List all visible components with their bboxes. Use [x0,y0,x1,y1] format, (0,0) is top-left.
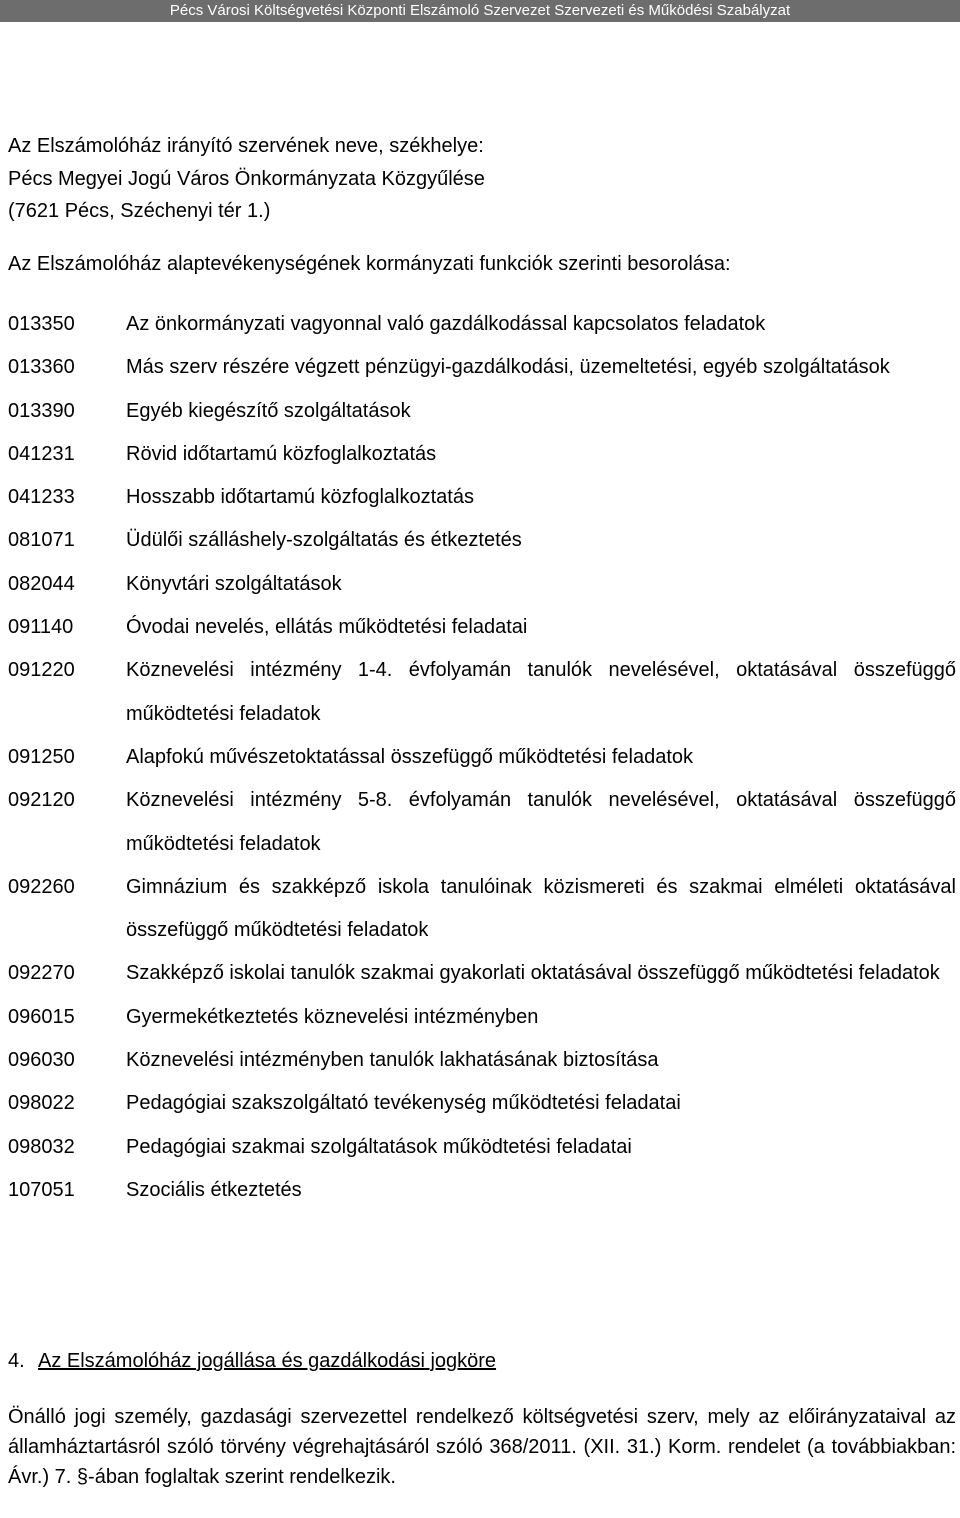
function-label: Alapfokú művészetoktatással összefüggő működtetési feladatok [126,745,693,768]
function-code: 041233 [8,486,75,509]
list-item [8,736,956,779]
list-item [8,606,956,649]
function-code: 091250 [8,745,75,768]
function-label: Szakképző iskolai tanulók szakmai gyakorlati oktatásával összefüggő működtetési feladatok [126,962,940,985]
list-item [8,779,956,866]
section-number: 4. [8,1350,25,1372]
governing-body-block [8,130,948,228]
function-label: Pedagógiai szakmai szolgáltatások működtetési feladatai [126,1135,632,1158]
header-text: Pécs Városi Költségvetési Központi Elszámoló Szervezet Szervezeti és Működési Szabályzat [169,2,791,19]
function-code: 092120 [8,789,75,812]
section-heading [8,1345,496,1377]
page-header [0,0,960,22]
list-item [8,476,956,519]
list-item [8,1169,956,1212]
legal-status-paragraph: Önálló jogi személy, gazdasági szervezettel rendelkező költségvetési szerv, mely az előirányzataival az államháztartásról szóló törvény végrehajtásáról szóló 368/2011. (XII. 31.) Korm. rendelet (a továbbiakban: Ávr.) 7. §-ában foglaltak szerint rendelkezik. [8,1406,956,1488]
function-code: 013350 [8,313,75,335]
list-item [8,996,956,1039]
function-code: 098032 [8,1135,75,1158]
function-label: Köznevelési intézmény 1-4. évfolyamán tanulók nevelésével, oktatásával összefüggő működtetési feladatok [126,659,956,725]
function-label: Könyvtári szolgáltatások [126,572,342,595]
function-label: Egyéb kiegészítő szolgáltatások [126,399,411,422]
function-code: 096030 [8,1049,75,1072]
function-label: Rövid időtartamú közfoglalkoztatás [126,442,437,465]
function-code: 098022 [8,1092,75,1115]
list-item [8,433,956,476]
intro-line-2: Pécs Megyei Jogú Város Önkormányzata Közgyűlése [8,167,485,190]
list-item [8,649,956,736]
function-code: 092270 [8,962,75,985]
list-item [8,303,956,346]
function-label: Hosszabb időtartamú közfoglalkoztatás [126,486,474,509]
function-label: Köznevelési intézményben tanulók lakhatásának biztosítása [126,1049,659,1072]
intro-line-3: (7621 Pécs, Széchenyi tér 1.) [8,200,271,222]
list-item [8,866,956,953]
list-item [8,1039,956,1082]
list-item [8,390,956,433]
function-code: 091140 [8,616,74,639]
function-code: 082044 [8,572,75,595]
function-label: Pedagógiai szakszolgáltató tevékenység működtetési feladatai [126,1092,681,1115]
function-code: 091220 [8,659,75,682]
section-title: Az Elszámolóház jogállása és gazdálkodási jogköre [38,1350,497,1372]
intro-line-1: Az Elszámolóház irányító szervének neve, székhelye: [8,135,484,157]
function-code: 092260 [8,875,75,898]
list-item [8,1082,956,1125]
function-label: Óvodai nevelés, ellátás működtetési feladatai [126,616,528,639]
function-label: Üdülői szálláshely-szolgáltatás és étkeztetés [126,529,522,552]
function-label: Gyermekétkeztetés köznevelési intézményben [126,1005,539,1028]
function-code-list [8,303,956,1212]
function-code: 013360 [8,356,75,379]
function-label: Köznevelési intézmény 5-8. évfolyamán tanulók nevelésével, oktatásával összefüggő működtetési feladatok [126,789,956,855]
function-label: Az önkormányzati vagyonnal való gazdálkodással kapcsolatos feladatok [126,313,766,335]
function-code: 013390 [8,399,75,422]
function-label: Szociális étkeztetés [126,1178,302,1201]
function-label: Gimnázium és szakképző iskola tanulóinak közismereti és szakmai elméleti oktatásával összefüggő működtetési feladatok [126,875,956,942]
function-code: 107051 [8,1178,75,1201]
list-item [8,563,956,606]
list-item [8,346,956,389]
list-item [8,952,956,995]
list-item [8,1126,956,1169]
function-code: 096015 [8,1005,75,1028]
function-code: 081071 [8,529,75,552]
classification-title: Az Elszámolóház alaptevékenységének kormányzati funkciók szerinti besorolása: [8,253,731,275]
function-code: 041231 [8,442,75,465]
list-item [8,519,956,562]
function-label: Más szerv részére végzett pénzügyi-gazdálkodási, üzemeltetési, egyéb szolgáltatások [126,356,890,379]
